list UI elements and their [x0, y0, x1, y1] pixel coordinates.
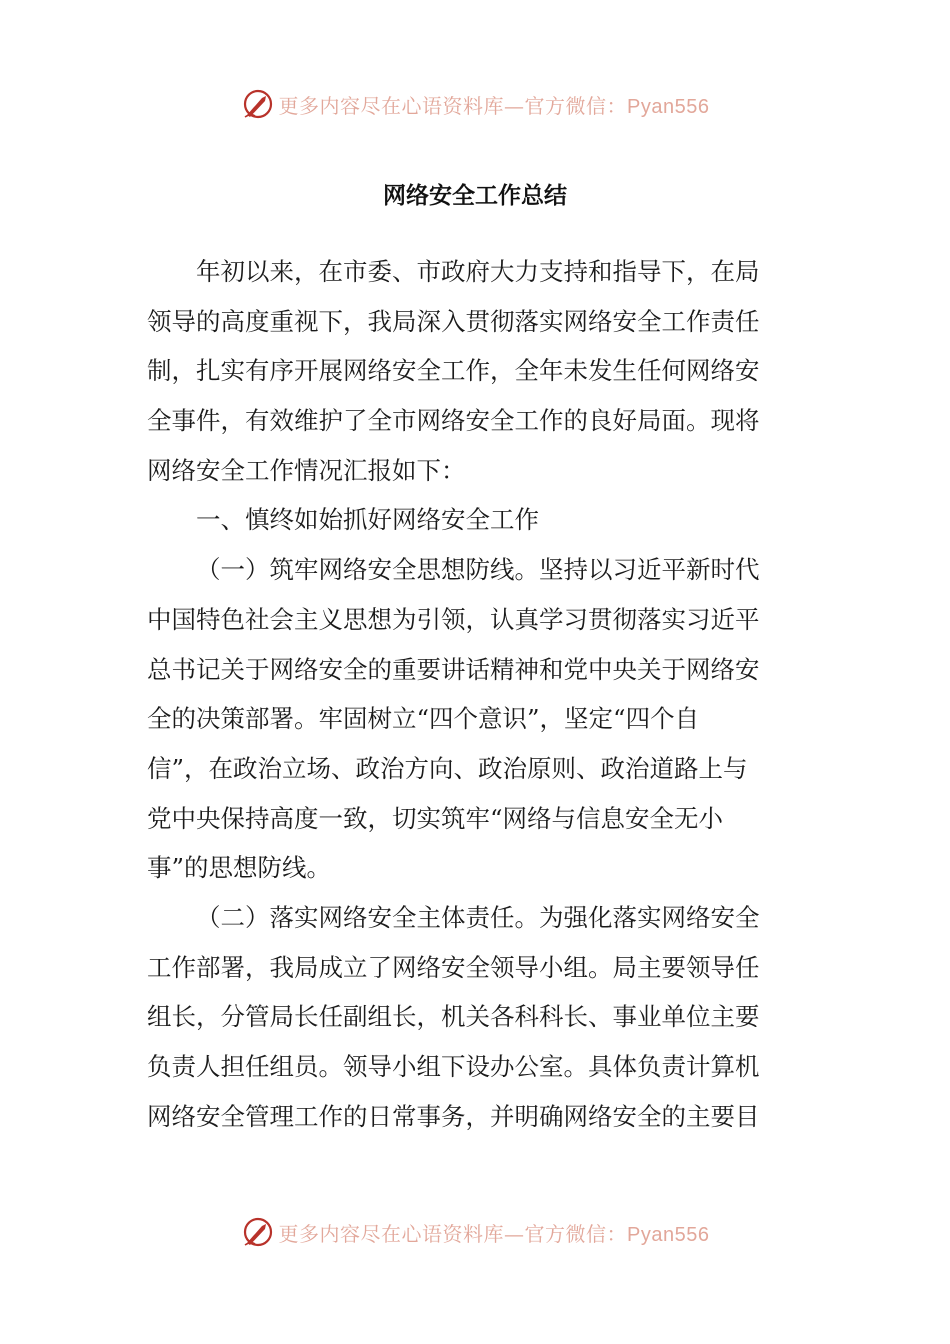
watermark-wechat-id: Pyan556 [627, 1223, 710, 1246]
watermark-text [279, 90, 710, 119]
text-line: 全事件，有效维护了全市网络安全工作的良好局面。现将 [147, 406, 760, 436]
text-line: （一）筑牢网络安全思想防线。坚持以习近平新时代 [196, 555, 760, 585]
text-line: 年初以来，在市委、市政府大力支持和指导下，在局 [196, 257, 760, 286]
text-line: 事”的思想防线。 [147, 853, 332, 883]
header-watermark [0, 82, 950, 126]
pen-nib-circle-icon [241, 1215, 275, 1249]
text-line: 中国特色社会主义思想为引领，认真学习贯彻落实习近平 [147, 604, 760, 634]
text-line: 组长，分管局长任副组长，机关各科科长、事业单位主要 [147, 1002, 760, 1032]
text-line: 总书记关于网络安全的重要讲话精神和党中央关于网络安 [147, 654, 760, 684]
watermark-wechat-id: Pyan556 [627, 95, 710, 118]
watermark-main-text: 更多内容尽在心语资料库—官方微信： [278, 1221, 628, 1246]
footer-watermark [0, 1210, 950, 1254]
text-line: 工作部署，我局成立了网络安全领导小组。局主要领导任 [147, 952, 760, 982]
text-line: 党中央保持高度一致，切实筑牢“网络与信息安全无小 [147, 803, 724, 833]
text-line: 网络安全管理工作的日常事务，并明确网络安全的主要目 [147, 1101, 760, 1131]
watermark-brand [241, 87, 710, 121]
text-line: 领导的高度重视下，我局深入贯彻落实网络安全工作责任 [147, 306, 760, 336]
text-line: 负责人担任组员。领导小组下设办公室。具体负责计算机 [147, 1052, 760, 1081]
text-line: 全的决策部署。牢固树立“四个意识”，坚定“四个自 [147, 704, 700, 734]
section-heading: 一、慎终如始抓好网络安全工作 [196, 505, 539, 535]
document-body [147, 247, 787, 1141]
document-title: 网络安全工作总结 [383, 183, 567, 209]
watermark-brand [241, 1215, 710, 1249]
watermark-text [279, 1218, 710, 1247]
text-line: 信”，在政治立场、政治方向、政治原则、政治道路上与 [147, 753, 748, 783]
text-line: （二）落实网络安全主体责任。为强化落实网络安全 [196, 902, 760, 932]
watermark-main-text: 更多内容尽在心语资料库—官方微信： [278, 93, 628, 118]
text-line: 制，扎实有序开展网络安全工作，全年未发生任何网络安 [147, 356, 760, 386]
text-line: 网络安全工作情况汇报如下： [147, 455, 466, 485]
pen-nib-circle-icon [241, 87, 275, 121]
